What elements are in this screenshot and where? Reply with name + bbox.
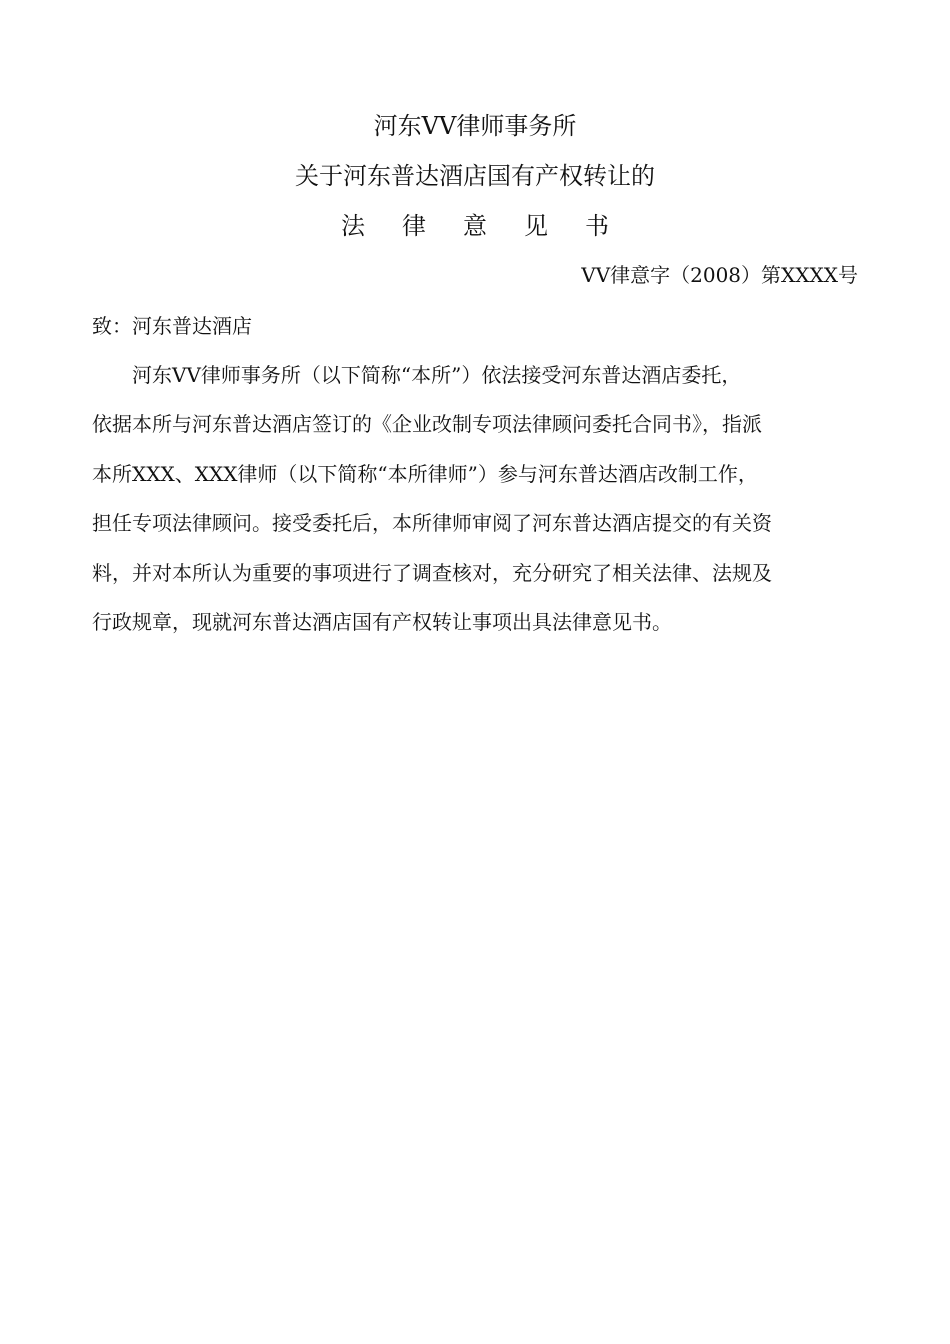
body-paragraph-line: 行政规章，现就河东普达酒店国有产权转让事项出具法律意见书。 <box>92 610 672 634</box>
firm-title: 河东VV律师事务所 <box>373 112 577 140</box>
addressee-line: 致：河东普达酒店 <box>92 314 252 338</box>
subject-title: 关于河东普达酒店国有产权转让的 <box>295 162 655 190</box>
document-type-title: 法律意见书 <box>341 212 646 240</box>
body-paragraph-line: 依据本所与河东普达酒店签订的《企业改制专项法律顾问委托合同书》，指派 <box>92 412 762 436</box>
document-number: VV律意字（2008）第XXXX号 <box>581 263 858 287</box>
body-paragraph-line: 料，并对本所认为重要的事项进行了调查核对，充分研究了相关法律、法规及 <box>92 561 772 585</box>
body-paragraph-line: 担任专项法律顾问。接受委托后，本所律师审阅了河东普达酒店提交的有关资 <box>92 511 772 535</box>
body-paragraph-line: 本所XXX、XXX律师（以下简称“本所律师”）参与河东普达酒店改制工作， <box>92 462 758 486</box>
body-paragraph-line: 河东VV律师事务所（以下简称“本所”）依法接受河东普达酒店委托， <box>132 363 742 387</box>
